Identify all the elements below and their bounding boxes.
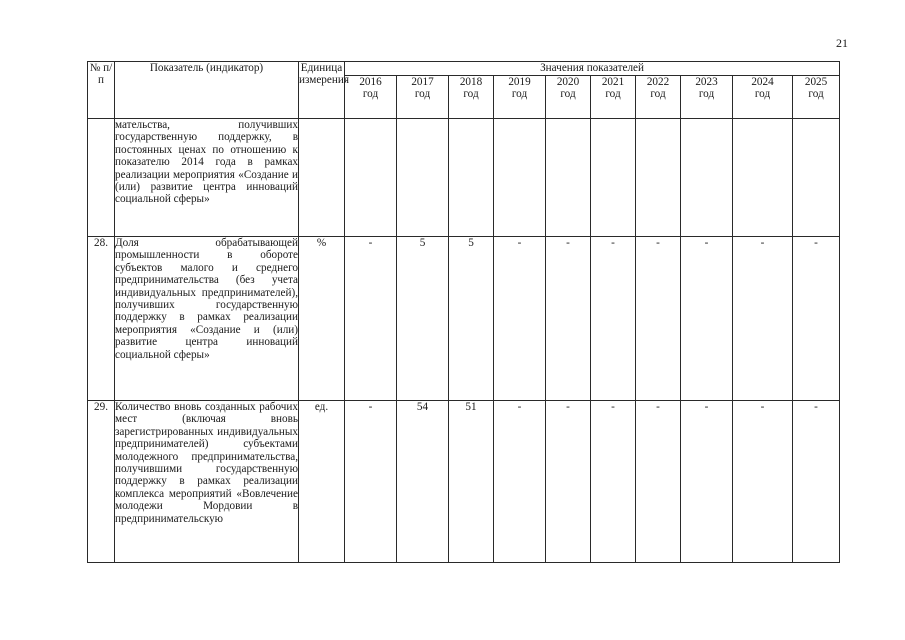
value-cell-2018: 5 — [449, 237, 494, 401]
header-year-2018 — [449, 76, 494, 119]
header-year-label: год — [808, 88, 824, 100]
value-cell-2023 — [681, 119, 733, 237]
value-cell-2018 — [449, 119, 494, 237]
header-year-value: 2022 — [646, 76, 670, 88]
header-year-2023 — [681, 76, 733, 119]
value-cell-2024: - — [733, 237, 793, 401]
value-cell-2020 — [546, 119, 591, 237]
value-cell-2021: - — [591, 237, 636, 401]
value-cell-2016 — [345, 119, 397, 237]
header-year-value: 2023 — [695, 76, 718, 88]
table-row — [88, 237, 840, 401]
value-cell-2019: - — [494, 401, 546, 563]
header-year-value: 2017 — [411, 76, 434, 88]
header-year-2019 — [494, 76, 546, 119]
header-year-label: год — [560, 88, 576, 100]
header-year-value: 2024 — [751, 76, 774, 88]
row-unit: ед. — [299, 401, 345, 563]
row-number: 28. — [88, 237, 115, 401]
value-cell-2017: 5 — [397, 237, 449, 401]
value-cell-2023: - — [681, 401, 733, 563]
header-year-label: год — [362, 88, 379, 100]
value-cell-2021 — [591, 119, 636, 237]
value-cell-2024 — [733, 119, 793, 237]
page-number: 21 — [836, 36, 848, 50]
row-unit — [299, 119, 345, 237]
header-year-label: год — [463, 88, 479, 100]
row-description: мательства, получивших государственную поддержку, в постоянных ценах по отношению к показателю 2014 года в рамках реализации мероприятия «Создание и (или) развитие центра инноваций социальной сферы» — [115, 119, 299, 237]
row-description: Количество вновь созданных рабочих мест (включая вновь зарегистрированных индивидуальных предпринимателей) субъектами молодежного предпринимательства, получившими государственную поддержку в рамках реализации комплекса мероприятий «Вовлечение молодежи Мордовии в предпринимательскую — [115, 401, 299, 563]
value-cell-2023: - — [681, 237, 733, 401]
value-cell-2019: - — [494, 237, 546, 401]
row-number: 29. — [88, 401, 115, 563]
header-indicator: Показатель (индикатор) — [115, 62, 299, 119]
table-row — [88, 119, 840, 237]
value-cell-2025: - — [793, 401, 840, 563]
header-year-label: год — [605, 88, 621, 100]
header-year-value: 2018 — [459, 76, 483, 88]
header-year-2025 — [793, 76, 840, 119]
value-cell-2016: - — [345, 237, 397, 401]
header-values-title: Значения показателей — [345, 62, 840, 76]
row-description: Доля обрабатывающей промышленности в обороте субъектов малого и среднего предпринимательства (без учета индивидуальных предпринимателей), получивших государственную поддержку в рамках реализации мероприятия «Создание и (или) развитие центра инноваций социальной сферы» — [115, 237, 299, 401]
row-unit: % — [299, 237, 345, 401]
value-cell-2022 — [636, 119, 681, 237]
value-cell-2022: - — [636, 401, 681, 563]
header-year-label: год — [650, 88, 666, 100]
value-cell-2018: 51 — [449, 401, 494, 563]
value-cell-2020: - — [546, 401, 591, 563]
value-cell-2016: - — [345, 401, 397, 563]
value-cell-2025: - — [793, 237, 840, 401]
header-year-value: 2020 — [556, 76, 580, 88]
header-year-2020 — [546, 76, 591, 119]
header-year-2021 — [591, 76, 636, 119]
header-year-value: 2021 — [601, 76, 625, 88]
header-year-label: год — [414, 88, 431, 100]
header-year-value: 2016 — [359, 76, 382, 88]
table-row — [88, 401, 840, 563]
value-cell-2025 — [793, 119, 840, 237]
row-number — [88, 119, 115, 237]
header-year-2022 — [636, 76, 681, 119]
header-year-value: 2025 — [804, 76, 828, 88]
header-year-2017 — [397, 76, 449, 119]
header-year-2024 — [733, 76, 793, 119]
header-year-label: год — [698, 88, 715, 100]
value-cell-2017 — [397, 119, 449, 237]
value-cell-2021: - — [591, 401, 636, 563]
value-cell-2022: - — [636, 237, 681, 401]
header-year-label: год — [754, 88, 771, 100]
value-cell-2020: - — [546, 237, 591, 401]
value-cell-2024: - — [733, 401, 793, 563]
header-num: № п/п — [88, 62, 115, 119]
header-year-value: 2019 — [508, 76, 531, 88]
indicators-table — [87, 61, 840, 563]
value-cell-2017: 54 — [397, 401, 449, 563]
header-unit: Единица измерения — [299, 62, 345, 119]
value-cell-2019 — [494, 119, 546, 237]
header-year-2016 — [345, 76, 397, 119]
header-year-label: год — [511, 88, 528, 100]
